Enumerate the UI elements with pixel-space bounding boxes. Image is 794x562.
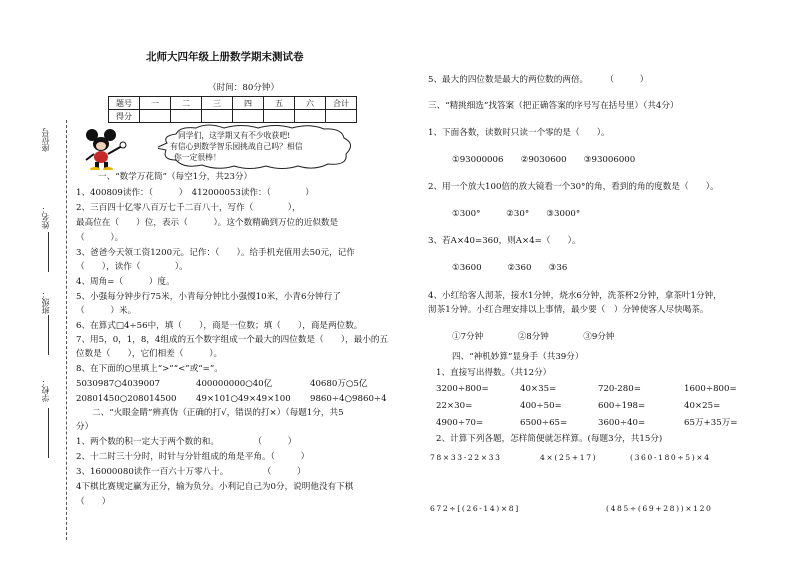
score-cell[interactable] xyxy=(326,110,357,123)
school-blank xyxy=(48,408,49,458)
score-table-score-row xyxy=(109,110,357,123)
calc-expression: 4×(25+17) xyxy=(540,453,598,462)
oral-calc-item: 4900÷70= xyxy=(436,418,484,428)
answer-options: ①93000006 ②9030600 ③93006000 xyxy=(452,155,636,165)
question-line: （ ），读作（ ）。 xyxy=(76,262,188,272)
question-line: 位数是（ ），它们相差（ ）。 xyxy=(76,349,223,359)
question-line: 8、在下面的○里填上“>”“<”或“=”。 xyxy=(76,364,223,374)
name-blank xyxy=(48,232,49,272)
oral-calc-item: 65万+35万= xyxy=(684,418,738,428)
oral-calc-item: 3200÷800= xyxy=(436,384,489,394)
oral-calc-item: 600÷198= xyxy=(598,401,646,411)
question-line: 5、小强每分钟步行75米，小青每分钟比小强慢10米，小青6分钟行了 xyxy=(76,292,341,302)
answer-options: ①7分钟 ②8分钟 ③9分钟 xyxy=(452,332,615,342)
calc-expression: 78×33-22×33 xyxy=(430,453,502,462)
oral-calc-item: 1600÷800= xyxy=(684,384,737,394)
score-cell[interactable] xyxy=(171,110,202,123)
compare-item: 40680万○5亿 xyxy=(310,379,368,389)
answer-options: ①300° ②30° ③3000° xyxy=(452,209,581,219)
question-line: 5、最大的四位数是最大的两位数的两倍。 （ ） xyxy=(428,75,649,85)
score-cell[interactable] xyxy=(295,110,326,123)
section-heading: 四、“神机妙算”显身手（共39分） xyxy=(452,352,584,362)
score-table-header: 一 xyxy=(140,97,171,110)
school-label: 学校： xyxy=(41,378,50,402)
question-line: 沏茶1分钟。小红合理安排以上事情，最少要（ ）分钟使客人尽快喝茶。 xyxy=(428,305,709,315)
binding-dashed-line xyxy=(66,120,67,540)
calc-expression: (360-180÷5)×4 xyxy=(630,453,711,462)
question-line: 1、直接写出得数。（共12分） xyxy=(436,368,552,378)
section-heading: 三、“精挑细选”找答案（把正确答案的序号写在括号里）（共4分） xyxy=(428,101,679,111)
calc-expression: 672÷[(26-14)×8] xyxy=(430,504,520,513)
score-table-header: 题号 xyxy=(109,97,140,110)
score-table-header-row xyxy=(109,97,357,110)
oral-calc-item: 400÷50= xyxy=(520,401,562,411)
exam-title: 北师大四年级上册数学期末测试卷 xyxy=(146,51,304,63)
question-line: 3、16000080读作一百六十万零八十。 （ ） xyxy=(76,467,306,477)
question-line: 1、下面各数，读数时只读一个零的是（ ）。 xyxy=(428,128,610,138)
question-line: 最高位在（ ）位，表示（ ）。这个数精确到万位的近似数是 xyxy=(76,218,339,228)
score-table-row-label: 得分 xyxy=(109,110,140,123)
oral-calc-item: 6500÷65= xyxy=(520,418,568,428)
compare-item: 20801450○208014500 xyxy=(76,394,177,404)
score-table xyxy=(108,96,357,123)
question-line: 6、在算式□4÷56中，填（ ），商是一位数；填（ ），商是两位数。 xyxy=(76,321,363,331)
score-table-header: 合计 xyxy=(326,97,357,110)
compare-item: 49×101○49×49×100 xyxy=(196,394,291,404)
score-table-header: 六 xyxy=(295,97,326,110)
question-line: 4、小红给客人沏茶，接水1分钟，烧水6分钟，洗茶杯2分钟，拿茶叶1分钟， xyxy=(428,291,722,301)
oral-calc-item: 40×35= xyxy=(520,384,557,394)
question-line: 3、若A×40=360，则A×4=（ ）。 xyxy=(428,236,581,246)
score-table-header: 五 xyxy=(264,97,295,110)
class-label: 班级： xyxy=(41,290,50,314)
class-blank xyxy=(48,315,49,355)
compare-item: 9860÷4○9860÷4 xyxy=(310,394,387,404)
bubble-text-line: 你一定很棒！ xyxy=(174,153,221,162)
bubble-text-line: 同学们，这学期又有不少收获吧! xyxy=(178,131,291,140)
compare-item: 400000000○40亿 xyxy=(196,379,273,389)
section-heading: 二、“火眼金睛”辨真伪（正确的打√，错误的打×）（每题1分，共5 xyxy=(92,408,344,418)
exam-time: （时间：80分钟） xyxy=(208,83,280,93)
oral-calc-item: 22×30= xyxy=(436,401,473,411)
oral-calc-item: 40×25= xyxy=(684,401,721,411)
question-line: 分） xyxy=(76,422,94,432)
answer-options: ①3600 ②360 ③36 xyxy=(452,263,568,273)
score-table-header: 四 xyxy=(233,97,264,110)
score-cell[interactable] xyxy=(233,110,264,123)
bubble-text-line: 有信心到数学智乐园挑战自己吗？相信 xyxy=(170,142,303,151)
section-heading: 一、“数学万花筒”（每空1分，共23分） xyxy=(98,172,253,182)
oral-calc-item: 720-280= xyxy=(598,384,641,394)
score-cell[interactable] xyxy=(140,110,171,123)
question-line: 1、两个数的积一定大于两个数的和。 （ ） xyxy=(76,437,297,447)
compare-item: 5030987○4039007 xyxy=(76,379,161,389)
question-line: 2、三百四十亿零八百万七千二百八十，写作（ ）， xyxy=(76,203,301,213)
score-table-header: 二 xyxy=(171,97,202,110)
name-label: 姓名： xyxy=(41,205,50,229)
mickey-mascot-image xyxy=(78,126,130,170)
question-line: 2、十二时三十分时，时针与分针组成的角是平角。（ ） xyxy=(76,452,310,462)
question-line: （ ）米。 xyxy=(76,306,137,316)
calc-expression: (485÷(69+28))×120 xyxy=(606,504,713,513)
question-line: 7、用5，0，1，8，4组成的五个数字组成一个最大的四位数是（ ），最小的五 xyxy=(76,335,389,345)
question-line: 1、400809读作：（ ） 412000053读作：（ ） xyxy=(76,188,314,198)
question-line: （ ）。 xyxy=(76,233,124,243)
score-cell[interactable] xyxy=(264,110,295,123)
question-line: 2、用一个放大100倍的放大镜看一个30°的角，看到的角的度数是（ ）。 xyxy=(428,182,719,192)
score-table-header: 三 xyxy=(202,97,233,110)
question-line: （ ） xyxy=(76,497,111,507)
oral-calc-item: 3600÷40= xyxy=(598,418,646,428)
question-line: 2、计算下列各题，怎样简便就怎样算。(每题3分，共15分) xyxy=(436,434,663,444)
question-line: 4下棋比赛规定赢为正分，输为负分。小利记自己为0分，说明他没有下棋 xyxy=(76,482,354,492)
question-line: 3、爸爸今天领工资1200元。记作：（ ）。给手机充值用去50元，记作 xyxy=(76,248,355,258)
score-cell[interactable] xyxy=(202,110,233,123)
seat-number-label: 座位号 xyxy=(41,128,50,152)
question-line: 4、周角=（ ）度。 xyxy=(76,277,175,287)
